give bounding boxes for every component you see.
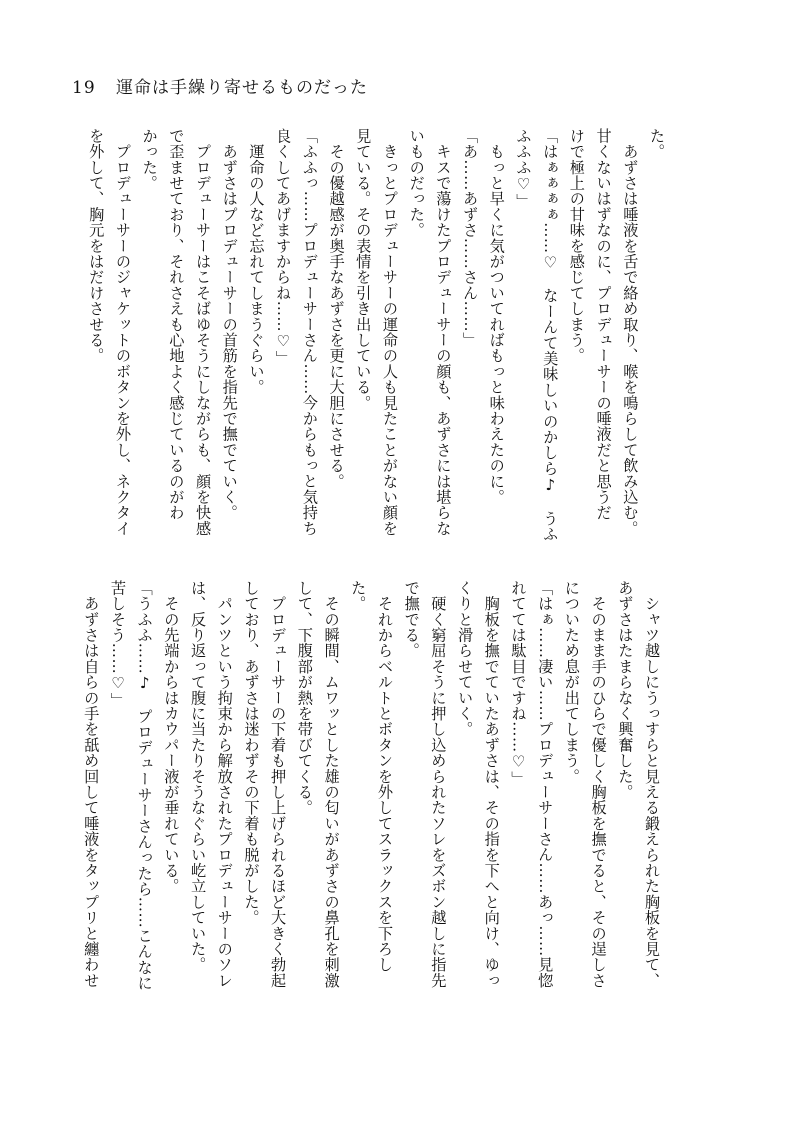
text-line: 胸板を撫でていたあずさは、その指を下へと向け、ゆっ bbox=[482, 580, 501, 989]
text-line: あずさは自らの手を舐め回して唾液をタップリと纏わせ bbox=[82, 580, 101, 989]
text-line: を外して、胸元をはだけさせる。 bbox=[87, 128, 106, 364]
text-line: パンツという拘束から解放されたプロデューサーのソレ bbox=[215, 580, 234, 989]
text-line: いものだった。 bbox=[407, 128, 426, 238]
text-line: 「ふふっ……プロデューサーさん……今からもっと気持ち bbox=[300, 128, 319, 537]
text-line: た。 bbox=[648, 128, 666, 160]
text-line: くりと滑らせていく。 bbox=[456, 580, 475, 737]
text-line: あずさはプロデューサーの首筋を指先で撫でていく。 bbox=[220, 128, 239, 521]
text-line: あずさは唾液を舌で絡め取り、喉を鳴らして飲み込む。 bbox=[621, 128, 640, 537]
text-line: で歪ませており、それさえも心地よく感じているのがわ bbox=[167, 128, 186, 521]
text-line: それからベルトとボタンを外してスラックスを下ろし bbox=[375, 580, 394, 973]
page-number: 19 bbox=[72, 78, 96, 98]
text-line: 硬く窮屈そうに押し込められたソレをズボン越しに指先 bbox=[429, 580, 448, 989]
text-line: 「はぁ……凄い……プロデューサーさん……あっ……見惚 bbox=[536, 580, 555, 989]
text-line: プロデューサーはこそばゆそうにしながらも、顔を快感 bbox=[194, 128, 213, 537]
text-line: プロデューサーのジャケットのボタンを外し、ネクタイ bbox=[113, 128, 132, 537]
text-line: その優越感が奥手なあずさを更に大胆にさせる。 bbox=[327, 128, 346, 490]
text-line: 「うふふ……♪ プロデューサーさんったら……こんなに bbox=[135, 580, 154, 991]
running-header bbox=[72, 73, 368, 98]
text-line: その先端からはカウパー液が垂れている。 bbox=[162, 580, 181, 894]
text-line: れてては駄目ですね……♡」 bbox=[509, 580, 528, 787]
text-line: プロデューサーの下着も押し上げられるほど大きく勃起 bbox=[269, 580, 288, 989]
text-line: 運命の人など忘れてしまうぐらい。 bbox=[247, 128, 266, 395]
text-line: かった。 bbox=[140, 128, 159, 191]
text-line: しており、あずさは迷わずその下着も脱がした。 bbox=[242, 580, 261, 926]
text-line: あずさはたまらなく興奮した。 bbox=[616, 580, 635, 800]
text-line: もっと早くに気がついてればもっと味わえたのに。 bbox=[487, 128, 506, 505]
text-line: 「あ……あずさ……さん……」 bbox=[461, 128, 480, 348]
text-line: そのまま手のひらで優しく胸板を撫でると、その逞しさ bbox=[589, 580, 608, 989]
text-line: けで極上の甘味を感じてしまう。 bbox=[567, 128, 586, 364]
text-block-upper bbox=[83, 128, 670, 558]
text-line: 甘くないはずなのに、プロデューサーの唾液だと思うだ bbox=[594, 128, 613, 521]
text-line: その瞬間、ムワッとした雄の匂いがあずさの鼻孔を刺激 bbox=[322, 580, 341, 989]
text-line: 苦しそう……♡」 bbox=[108, 580, 127, 709]
text-line: キスで蕩けたプロデューサーの顔も、あずさには堪らな bbox=[434, 128, 453, 537]
text-line: して、下腹部が熱を帯びてくる。 bbox=[295, 580, 314, 816]
text-block-lower bbox=[78, 580, 665, 1000]
chapter-title: 運命は手繰り寄せるものだった bbox=[116, 78, 369, 98]
text-line: 良くしてあげますからね……♡」 bbox=[274, 128, 293, 367]
text-line: シャツ越しにうっすらと見える鍛えられた胸板を見て、 bbox=[643, 580, 661, 989]
text-line: きっとプロデューサーの運命の人も見たことがない顔を bbox=[380, 128, 399, 537]
text-line: は、反り返って腹に当たりそうなぐらい屹立していた。 bbox=[189, 580, 208, 973]
text-line: 見ている。その表情を引き出している。 bbox=[354, 128, 373, 411]
text-line: ふふふ♡」 bbox=[514, 128, 533, 210]
text-line: 「はぁぁぁぁ……♡ なーんて美味しいのかしら♪ うふ bbox=[541, 128, 560, 542]
text-line: で撫でる。 bbox=[402, 580, 421, 659]
text-line: についため息が出てしまう。 bbox=[562, 580, 581, 785]
text-line: た。 bbox=[349, 580, 368, 612]
